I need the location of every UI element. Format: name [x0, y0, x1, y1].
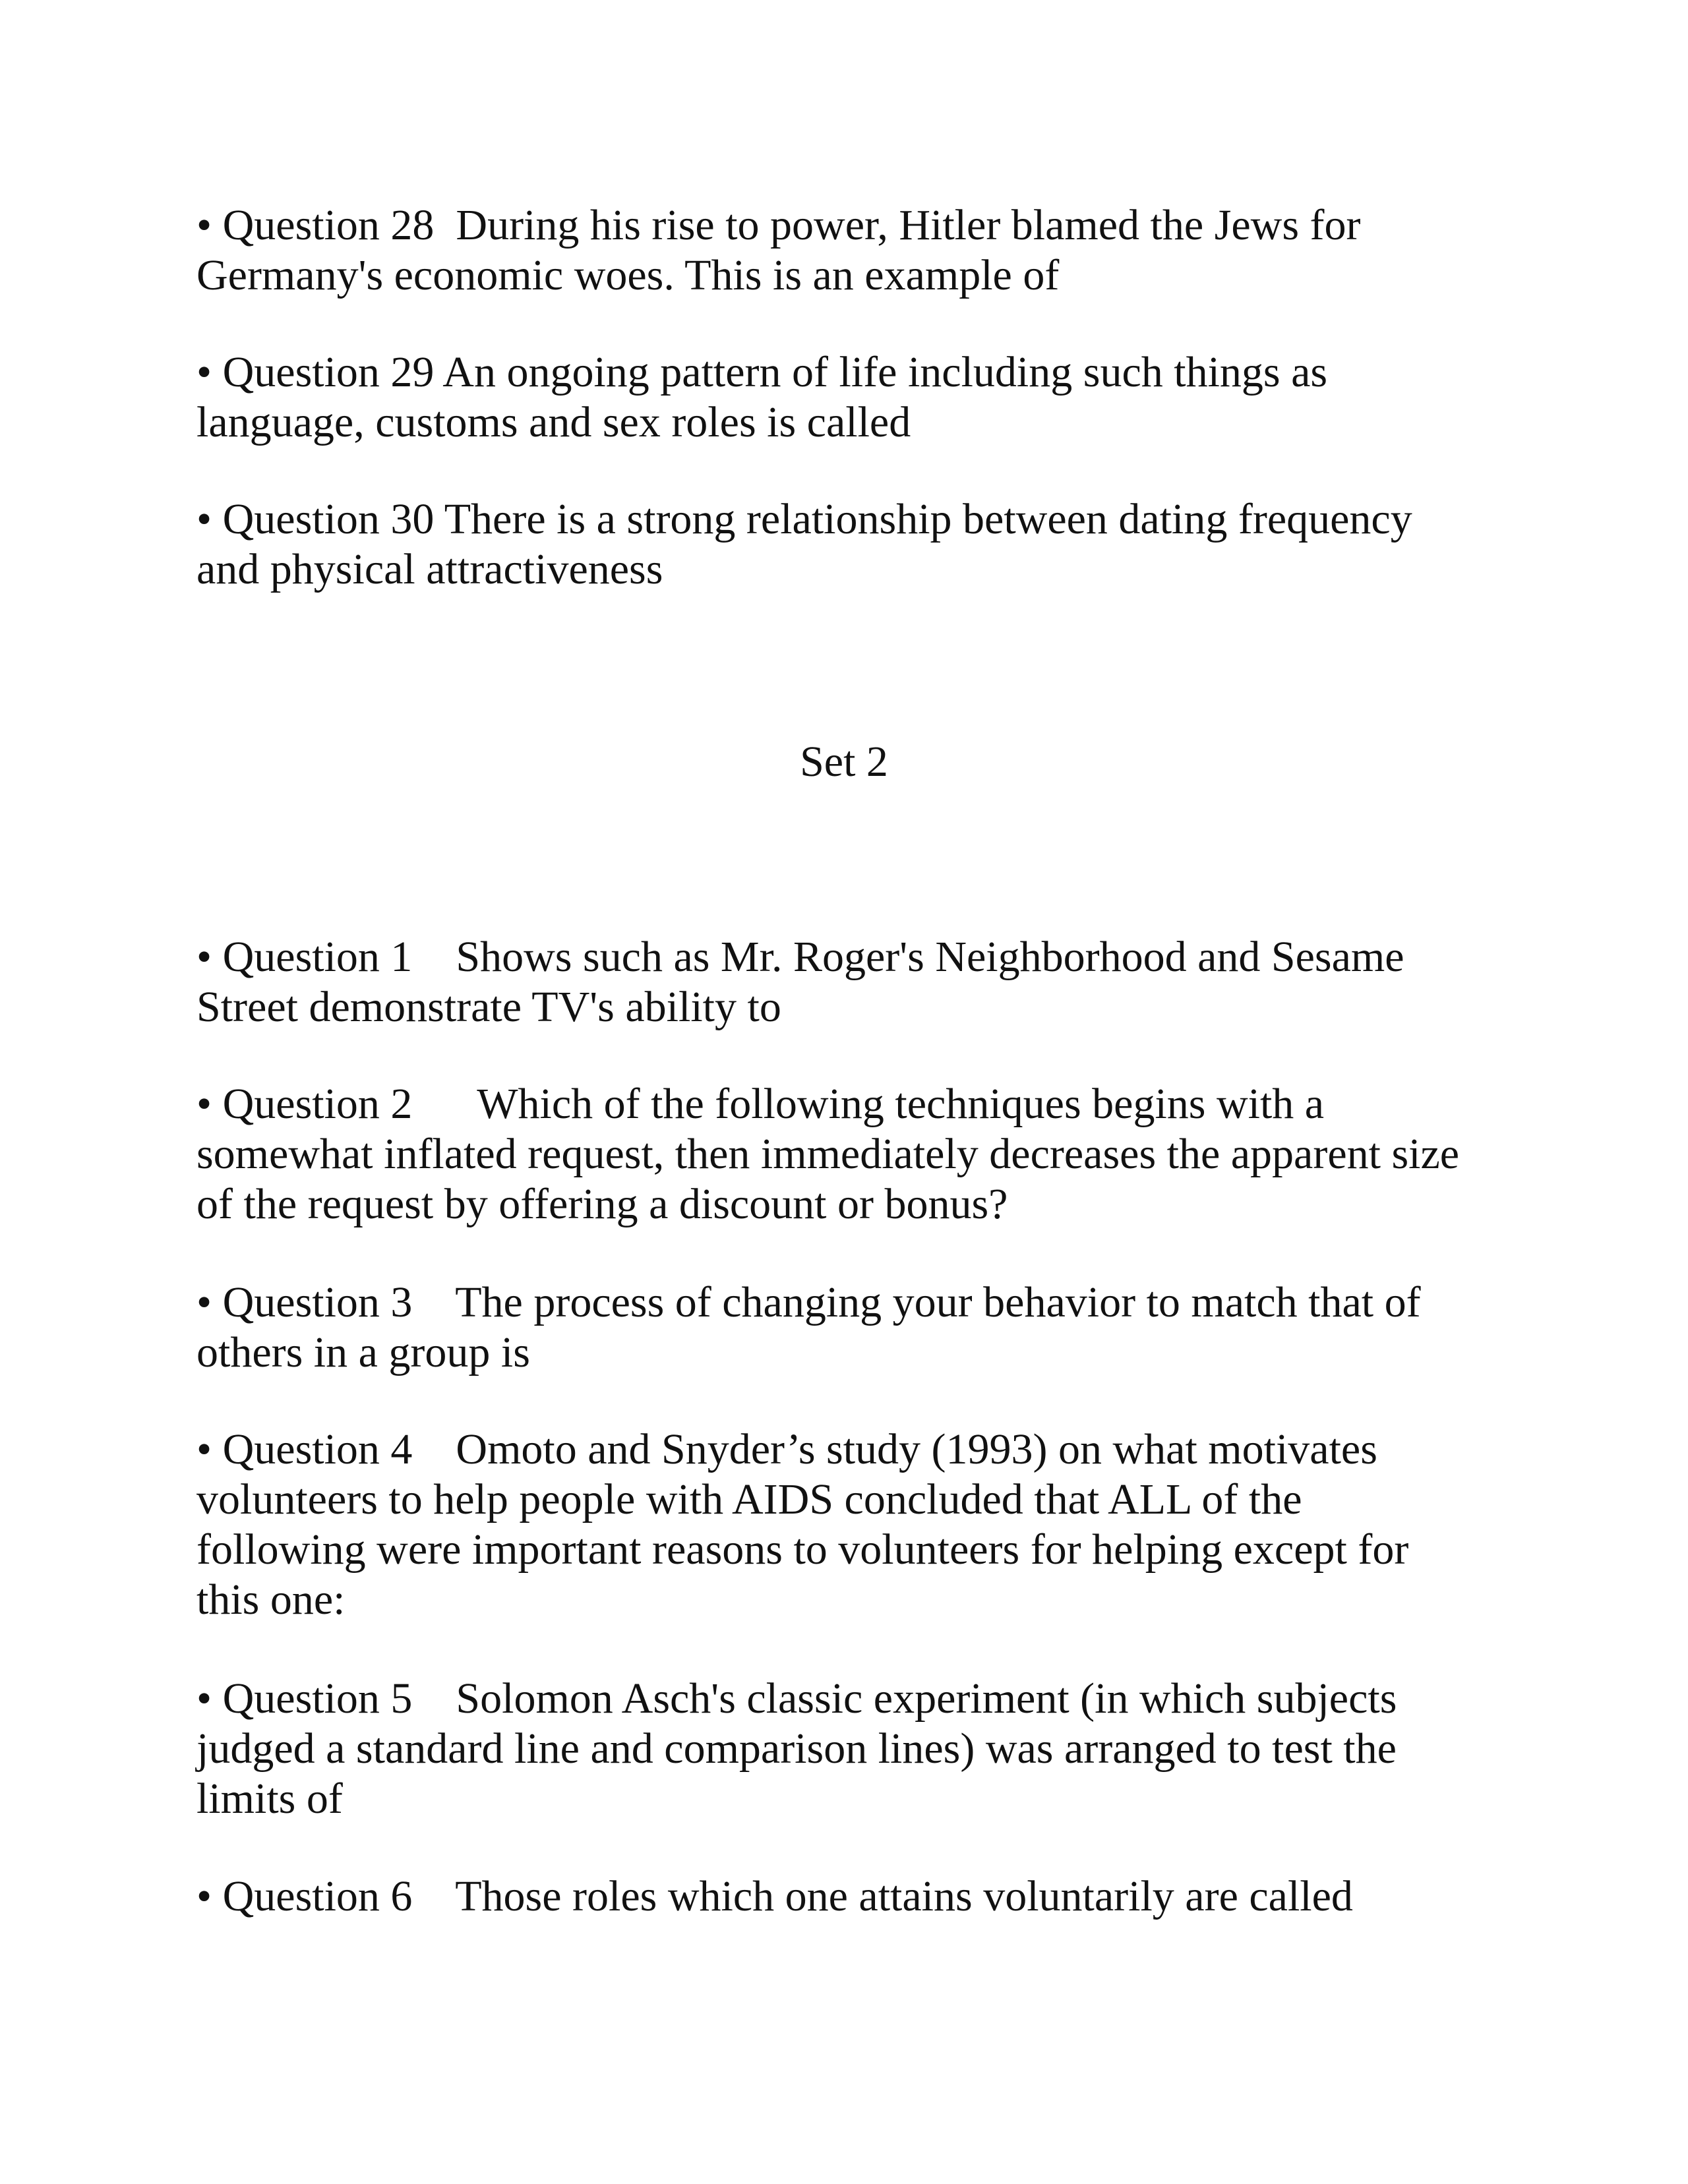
question-29-line-2: language, customs and sex roles is called: [196, 398, 911, 446]
question-5: [196, 1674, 1502, 1824]
question-28-line-1: [196, 200, 1502, 251]
bullet-glyph: •: [196, 1278, 212, 1326]
question-1-text-1: Question 1 Shows such as Mr. Roger's Neighborhood and Sesame: [212, 933, 1404, 981]
question-1: [196, 932, 1502, 1032]
question-29: [196, 347, 1502, 448]
bullet-glyph: •: [196, 1080, 212, 1128]
bullet-glyph: •: [196, 1872, 212, 1920]
question-30-line-2: and physical attractiveness: [196, 545, 663, 593]
question-6-line-1: [196, 1872, 1502, 1922]
question-4-text-1: Question 4 Omoto and Snyder’s study (1993) on what motivates: [212, 1425, 1377, 1473]
question-28-text-1: Question 28 During his rise to power, Hitler blamed the Jews for: [212, 201, 1361, 249]
question-1-line-2: Street demonstrate TV's ability to: [196, 983, 781, 1031]
question-4-line-4: this one:: [196, 1576, 346, 1624]
question-6-text-1: Question 6 Those roles which one attains voluntarily are called: [212, 1872, 1353, 1920]
question-2: [196, 1079, 1502, 1229]
question-4-line-2: volunteers to help people with AIDS concluded that ALL of the: [196, 1475, 1302, 1523]
bullet-glyph: •: [196, 201, 212, 249]
question-3-text-1: Question 3 The process of changing your behavior to match that of: [212, 1278, 1421, 1326]
bullet-glyph: •: [196, 1425, 212, 1473]
question-1-line-1: [196, 932, 1502, 982]
question-29-text-1: Question 29 An ongoing pattern of life including such things as: [212, 348, 1328, 396]
bullet-glyph: •: [196, 348, 212, 396]
question-30: [196, 494, 1502, 595]
question-5-line-2: judged a standard line and comparison lines) was arranged to test the: [196, 1725, 1397, 1773]
question-3-line-1: [196, 1278, 1502, 1328]
question-29-line-1: [196, 347, 1502, 398]
question-28: [196, 200, 1502, 301]
bullet-glyph: •: [196, 933, 212, 981]
bullet-glyph: •: [196, 495, 212, 543]
question-4: [196, 1425, 1502, 1625]
question-4-line-3: following were important reasons to volunteers for helping except for: [196, 1525, 1409, 1574]
question-4-line-1: [196, 1425, 1502, 1475]
question-5-line-3: limits of: [196, 1775, 343, 1823]
question-3: [196, 1278, 1502, 1378]
question-30-text-1: Question 30 There is a strong relationship between dating frequency: [212, 495, 1412, 543]
question-3-line-2: others in a group is: [196, 1328, 530, 1376]
question-5-line-1: [196, 1674, 1502, 1724]
set-2-heading: Set 2: [800, 738, 888, 786]
question-28-line-2: Germany's economic woes. This is an example of: [196, 251, 1060, 299]
question-2-line-1: [196, 1079, 1502, 1129]
question-30-line-1: [196, 494, 1502, 545]
question-5-text-1: Question 5 Solomon Asch's classic experiment (in which subjects: [212, 1674, 1397, 1723]
question-6: [196, 1872, 1502, 1922]
question-2-line-3: of the request by offering a discount or bonus?: [196, 1180, 1008, 1228]
question-2-text-1: Question 2 Which of the following techniques begins with a: [212, 1080, 1325, 1128]
question-2-line-2: somewhat inflated request, then immediately decreases the apparent size: [196, 1130, 1460, 1178]
bullet-glyph: •: [196, 1674, 212, 1723]
